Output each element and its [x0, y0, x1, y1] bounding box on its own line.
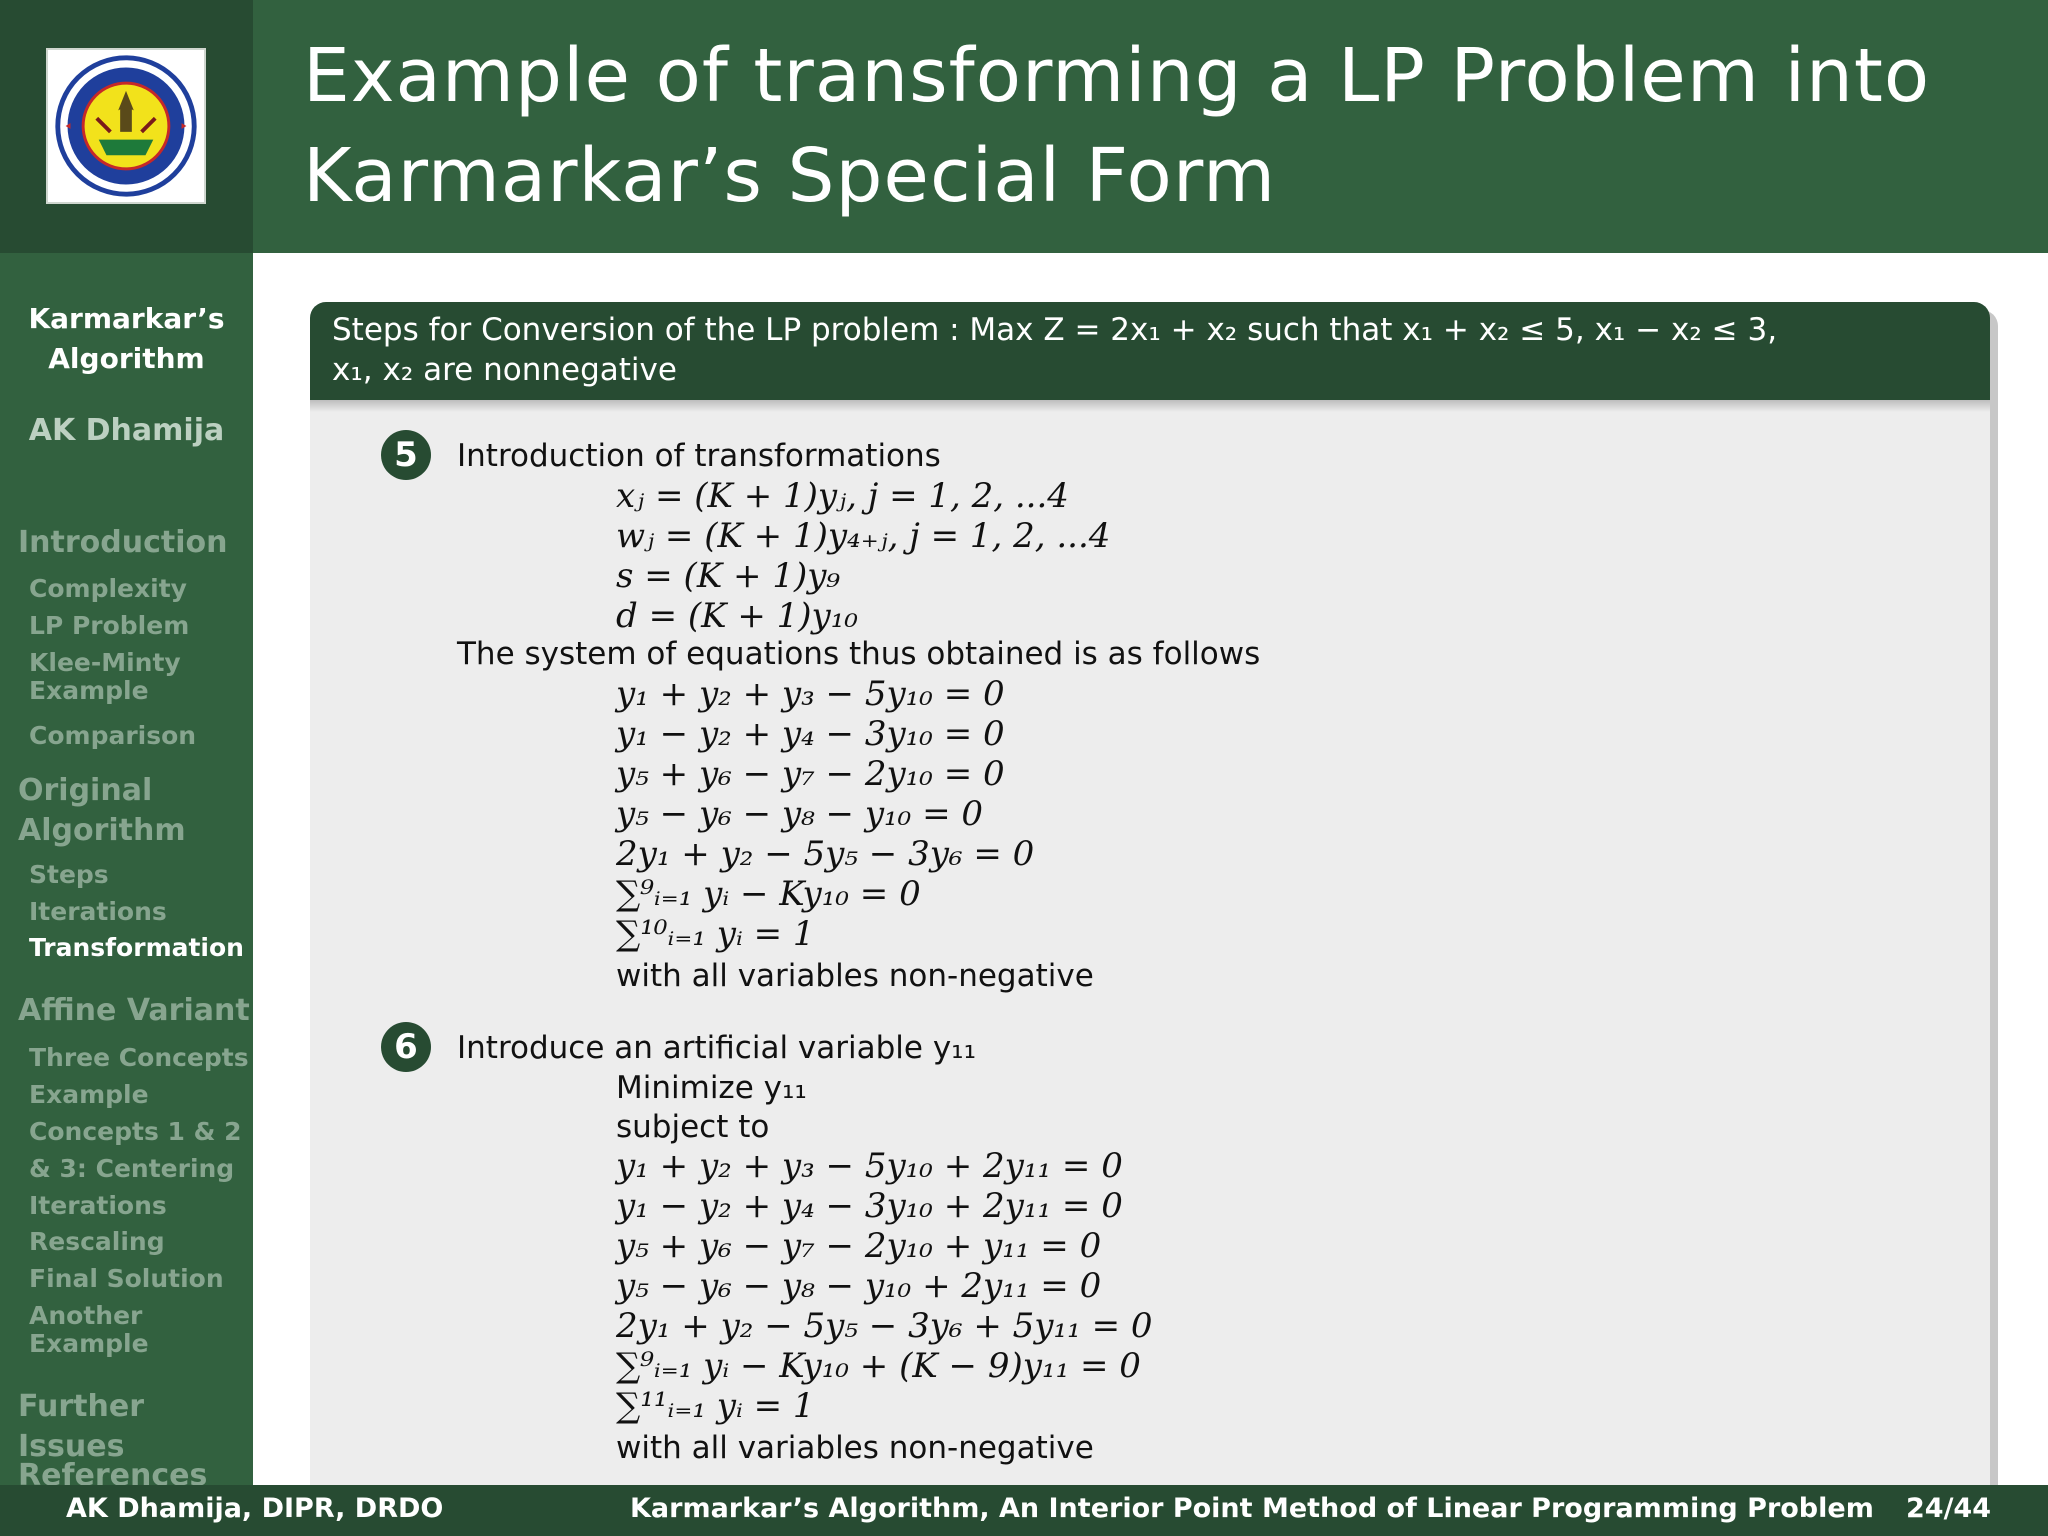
step-6-equation: y₅ − y₆ − y₈ − y₁₀ + 2y₁₁ = 0	[616, 1266, 1102, 1306]
block-header	[310, 302, 1990, 400]
nav-section-affine-variant[interactable]: Affine Variant	[18, 993, 250, 1028]
step-5-system-intro: The system of equations thus obtained is as follows	[457, 636, 1261, 672]
step-6-equation: y₁ + y₂ + y₃ − 5y₁₀ + 2y₁₁ = 0	[616, 1146, 1123, 1186]
transform-w: wⱼ = (K + 1)y₄₊ⱼ, j = 1, 2, ...4	[616, 516, 1111, 556]
transform-d: d = (K + 1)y₁₀	[616, 596, 859, 636]
step-6-closing: with all variables non-negative	[616, 1430, 1094, 1466]
step-5-equation: y₁ + y₂ + y₃ − 5y₁₀ = 0	[616, 674, 1005, 714]
block-body	[310, 400, 1990, 1485]
slide-title	[303, 26, 1930, 226]
nav-item-transformation[interactable]: Transformation	[29, 933, 244, 962]
sidebar-navigation	[0, 253, 253, 1485]
nav-item-concepts-1-2[interactable]: Concepts 1 & 2	[29, 1117, 242, 1146]
slide-title-line-2: Karmarkar’s Special Form	[303, 133, 1277, 219]
drdo-logo	[46, 48, 206, 204]
footer-page-number: 24/44	[1906, 1493, 1992, 1524]
step-5-intro: Introduction of transformations	[457, 438, 941, 474]
step-5-equation: ∑⁹ᵢ₌₁ yᵢ − Ky₁₀ = 0	[616, 874, 921, 914]
step-5-number: 5	[381, 430, 431, 480]
transform-s: s = (K + 1)y₉	[616, 556, 841, 596]
step-5-equation: ∑¹⁰ᵢ₌₁ yᵢ = 1	[616, 914, 815, 954]
step-6-minimize: Minimize y₁₁	[616, 1070, 807, 1106]
nav-item-klee-minty[interactable]	[29, 649, 181, 705]
footer-talk-title: Karmarkar’s Algorithm, An Interior Point Method of Linear Programming Problem	[630, 1493, 1874, 1524]
slide-footer	[0, 1485, 2048, 1536]
nav-item-rescaling[interactable]: Rescaling	[29, 1227, 165, 1256]
sidebar-author[interactable]: AK Dhamija	[28, 413, 225, 448]
block-body-shade	[310, 400, 1990, 412]
nav-item-steps[interactable]: Steps	[29, 860, 109, 889]
nav-item-another-line-2: Example	[29, 1329, 149, 1358]
step-5-closing: with all variables non-negative	[616, 958, 1094, 994]
nav-item-klee-minty-line-1: Klee-Minty	[29, 648, 181, 677]
nav-item-another-example[interactable]	[29, 1302, 149, 1358]
footer-author: AK Dhamija, DIPR, DRDO	[66, 1493, 444, 1524]
block-header-line-2: x₁, x₂ are nonnegative	[332, 352, 677, 388]
nav-section-introduction[interactable]: Introduction	[18, 525, 228, 560]
sidebar-title-line-2: Algorithm	[48, 342, 205, 375]
nav-item-example[interactable]: Example	[29, 1080, 149, 1109]
nav-section-original-algorithm[interactable]	[18, 771, 186, 851]
step-6-equation: ∑¹¹ᵢ₌₁ yᵢ = 1	[616, 1386, 815, 1426]
step-6-equation: y₁ − y₂ + y₄ − 3y₁₀ + 2y₁₁ = 0	[616, 1186, 1123, 1226]
slide-header	[0, 0, 2048, 253]
step-6-equation: ∑⁹ᵢ₌₁ yᵢ − Ky₁₀ + (K − 9)y₁₁ = 0	[616, 1346, 1141, 1386]
step-6-number: 6	[381, 1022, 431, 1072]
nav-item-iterations[interactable]: Iterations	[29, 897, 167, 926]
nav-item-another-line-1: Another	[29, 1301, 143, 1330]
transform-x: xⱼ = (K + 1)yⱼ, j = 1, 2, ...4	[616, 476, 1069, 516]
sidebar-title-line-1: Karmarkar’s	[28, 302, 225, 335]
nav-item-complexity[interactable]: Complexity	[29, 574, 187, 603]
step-6-subject-to: subject to	[616, 1109, 770, 1145]
nav-section-original-line-2: Algorithm	[18, 813, 186, 848]
nav-item-three-concepts[interactable]: Three Concepts	[29, 1043, 249, 1072]
logo-area	[0, 0, 253, 253]
nav-section-further-issues[interactable]: Further Issues	[18, 1389, 144, 1464]
sidebar-title[interactable]	[0, 299, 253, 379]
nav-item-final-solution[interactable]: Final Solution	[29, 1264, 224, 1293]
nav-section-references[interactable]: References	[18, 1458, 208, 1485]
step-5-equation: y₅ + y₆ − y₇ − 2y₁₀ = 0	[616, 754, 1005, 794]
step-6-intro: Introduce an artificial variable y₁₁	[457, 1030, 977, 1066]
step-5-equation: 2y₁ + y₂ − 5y₅ − 3y₆ = 0	[616, 834, 1035, 874]
content-block	[310, 302, 1990, 1485]
step-5-equation: y₅ − y₆ − y₈ − y₁₀ = 0	[616, 794, 984, 834]
step-6-equation: y₅ + y₆ − y₇ − 2y₁₀ + y₁₁ = 0	[616, 1226, 1102, 1266]
nav-item-comparison[interactable]: Comparison	[29, 721, 197, 750]
step-6-equation: 2y₁ + y₂ − 5y₅ − 3y₆ + 5y₁₁ = 0	[616, 1306, 1153, 1346]
nav-item-concept-3-centering[interactable]: & 3: Centering	[29, 1154, 235, 1183]
drdo-emblem-icon	[48, 50, 204, 202]
nav-item-klee-minty-line-2: Example	[29, 676, 149, 705]
slide-title-line-1: Example of transforming a LP Problem into	[303, 33, 1931, 119]
nav-section-original-line-1: Original	[18, 773, 153, 808]
step-5-equation: y₁ − y₂ + y₄ − 3y₁₀ = 0	[616, 714, 1005, 754]
nav-item-lp-problem[interactable]: LP Problem	[29, 611, 190, 640]
block-header-line-1: Steps for Conversion of the LP problem : Max Z = 2x₁ + x₂ such that x₁ + x₂ ≤ 5, x₁ − x₂ ≤ 3,	[332, 312, 1778, 348]
nav-item-iterations-affine[interactable]: Iterations	[29, 1191, 167, 1220]
